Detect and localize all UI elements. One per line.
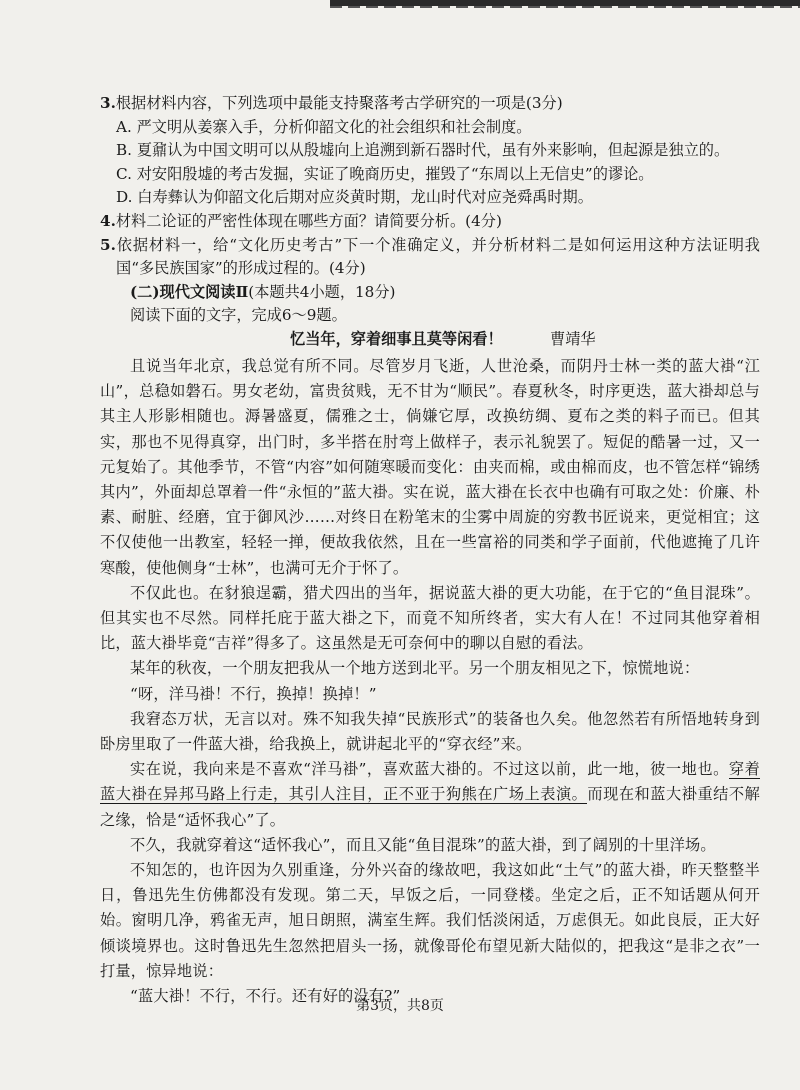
question-5: 5.依据材料一，给“文化历史考古”下一个准确定义，并分析材料二是如何运用这种方法证明我国“多民族国家”的形成过程的。(4分) <box>100 235 760 278</box>
paragraph: “呀，洋马褂！不行，换掉！换掉！” <box>130 684 377 703</box>
section-heading: (二)现代文阅读Ⅱ(本题共4小题，18分) <box>130 282 396 301</box>
article-author: 曹靖华 <box>550 329 596 348</box>
paragraph: 且说当年北京，我总觉有所不同。尽管岁月飞逝，人世沧桑，而阴丹士林一类的蓝大褂“江山”，总稳如磐石。男女老幼，富贵贫贱，无不甘为“顺民”。春夏秋冬，时序更迭，蓝大褂却总与其主人形影相随也。溽暑盛夏，儒雅之士，倘嫌它厚，改换纺绸、夏布之类的料子而已。但其实，那也不见得真穿，出门时，多半搭在肘弯上做样子，表示礼貌罢了。短促的酷暑一过，又一元复始了。其他季节，不管“内容”如何随寒暖而变化：由夹而棉，或由棉而皮，也不管怎样“锦绣其内”，外面却总罩着一件“永恒的”蓝大褂。实在说，蓝大褂在长衣中也确有可取之处：价廉、朴素、耐脏、经磨，宜于御风沙……对终日在粉笔末的尘雾中周旋的穷教书匠说来，更觉相宜；这不仅使他一出教室，轻轻一掸，便故我依然，且在一些富裕的同类和学子面前，代他遮掩了几许寒酸，使他侧身“士林”，也满可无介于怀了。 <box>100 356 760 577</box>
paragraph: “蓝大褂！不行，不行。还有好的没有?” <box>130 987 401 1006</box>
paragraph: 某年的秋夜，一个朋友把我从一个地方送到北平。另一个朋友相见之下，惊慌地说： <box>130 659 700 678</box>
article-header <box>100 328 760 354</box>
paragraph: 我窘态万状，无言以对。殊不知我失掉“民族形式”的装备也久矣。他忽然若有所悟地转身到卧房里取了一件蓝大褂，给我换上，就讲起北平的“穿衣经”来。 <box>100 709 760 753</box>
question-4: 4.材料二论证的严密性体现在哪些方面？请简要分析。(4分) <box>100 211 502 230</box>
option-c: C. 对安阳殷墟的考古发掘，实证了晚商历史，摧毁了“东周以上无信史”的谬论。 <box>116 164 654 183</box>
header-strip-dashes <box>330 6 800 8</box>
section-instruction: 阅读下面的文字，完成6～9题。 <box>130 306 347 325</box>
question-3: 3.根据材料内容，下列选项中最能支持聚落考古学研究的一项是(3分) <box>100 94 563 112</box>
article-title: 忆当年，穿着细事且莫等闲看！ <box>290 329 503 348</box>
exam-page <box>100 92 760 1009</box>
option-b: B. 夏鼐认为中国文明可以从殷墟向上追溯到新石器时代，虽有外来影响，但起源是独立的。 <box>116 141 730 160</box>
paragraph: 不知怎的，也许因为久别重逢，分外兴奋的缘故吧，我这如此“土气”的蓝大褂，昨天整整半日，鲁迅先生仿佛都没有发现。第二天，早饭之后，一同登楼。坐定之后，正不知话题从何开始。窗明几净，鸦雀无声，旭日朗照，满室生辉。我们恬淡闲适，万虑俱无。如此良辰，正大好倾谈境界也。这时鲁迅先生忽然把眉头一扬，就像哥伦布望见新大陆似的，把我这“是非之衣”一打量，惊异地说： <box>100 861 760 980</box>
page-footer: 第3页，共8页 <box>356 998 444 1014</box>
underlined-sentence: 穿着蓝大褂在异邦马路上行走，其引人注目，正不亚于狗熊在广场上表演。 <box>100 760 760 804</box>
option-a: A. 严文明从姜寨入手，分析仰韶文化的社会组织和社会制度。 <box>116 117 532 136</box>
paragraph-underlined: 实在说，我向来是不喜欢“洋马褂”，喜欢蓝大褂的。不过这以前，此一地，彼一地也。穿着蓝大褂在异邦马路上行走，其引人注目，正不亚于狗熊在广场上表演。而现在和蓝大褂重结不解之缘，恰是“适怀我心”了。 <box>100 760 760 829</box>
option-d: D. 白寿彝认为仰韶文化后期对应炎黄时期，龙山时代对应尧舜禹时期。 <box>116 188 593 207</box>
paragraph: 不仅此也。在豺狼逞霸，猎犬四出的当年，据说蓝大褂的更大功能，在于它的“鱼目混珠”。但其实也不尽然。同样托庇于蓝大褂之下，而竟不知所终者，实大有人在！不过同其他穿着相比，蓝大褂毕竟“吉祥”得多了。这虽然是无可奈何中的聊以自慰的看法。 <box>100 583 760 653</box>
paragraph: 不久，我就穿着这“适怀我心”，而且又能“鱼目混珠”的蓝大褂，到了阔别的十里洋场。 <box>130 835 716 854</box>
